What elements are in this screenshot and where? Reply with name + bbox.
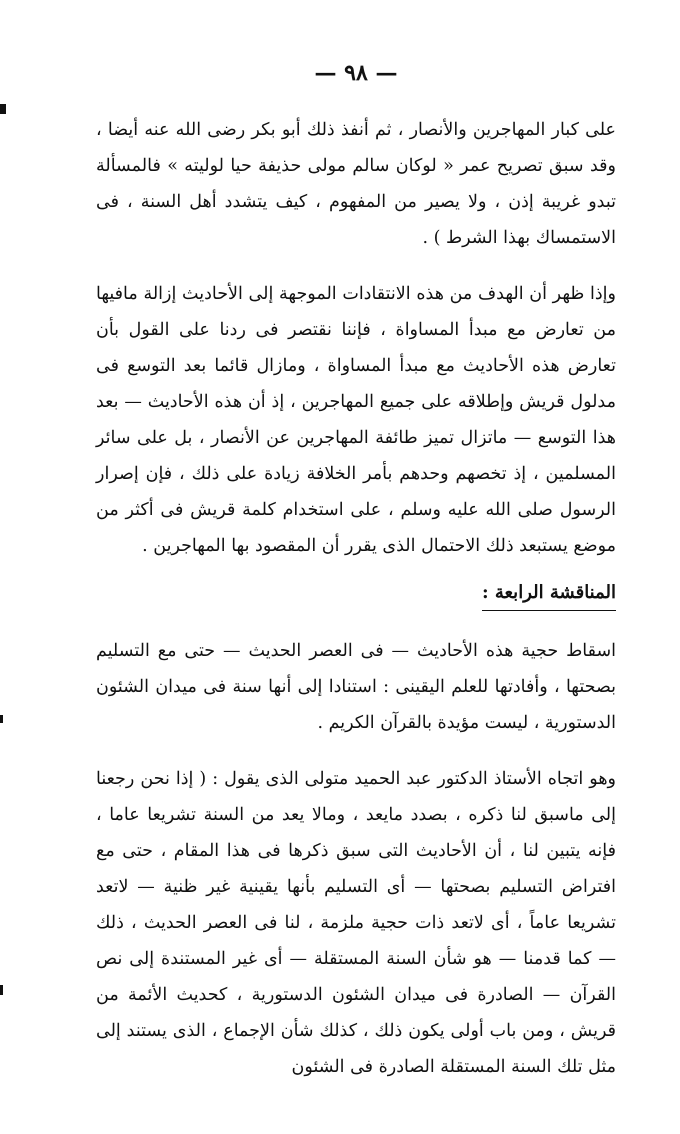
section-heading: المناقشة الرابعة : [482, 578, 616, 611]
paragraph-continuation: على كبار المهاجرين والأنصار ، ثم أنفذ ذلك أبو بكر رضى الله عنه أيضا ، وقد سبق تصريح عمر « لوكان سالم مولى حذيفة حيا لوليته » فالمسألة تبدو غريبة إذن ، ولا يصير من المفهوم ، كيف يتشدد أهل السنة ، فى الاستمساك بهذا الشرط ) . [96, 120, 616, 248]
book-page [96, 60, 616, 1085]
scan-edge-mark-middle [0, 715, 3, 723]
paragraph-criticism-response: وإذا ظهر أن الهدف من هذه الانتقادات الموجهة إلى الأحاديث إزالة مافيها من تعارض مع مبدأ المساواة ، فإننا نقتصر فى ردنا على القول بأن تعارض هذه الأحاديث مع مبدأ المساواة ، ومازال قائما بعد التوسع فى مدلول قريش وإطلاقه على جميع المهاجرين ، إذ أن هذه الأحاديث — بعد هذا التوسع — ماتزال تميز طائفة المهاجرين عن الأنصار ، بل على سائر المسلمين ، إذ تخصهم وحدهم بأمر الخلافة زيادة على ذلك ، فإن إصرار الرسول صلى الله عليه وسلم ، على استخدام كلمة قريش فى أكثر من موضع يستبعد ذلك الاحتمال الذى يقرر أن المقصود بها المهاجرين . [96, 284, 616, 556]
scan-edge-mark-bottom [0, 985, 3, 995]
paragraph-gap [96, 256, 616, 276]
section-heading-wrapper [96, 578, 616, 611]
page-number: — ٩٨ — [314, 60, 398, 86]
paragraph-gap [96, 741, 616, 761]
scan-edge-mark-top [0, 104, 6, 114]
paragraph-quotation: وهو اتجاه الأستاذ الدكتور عبد الحميد متولى الذى يقول : ( إذا نحن رجعنا إلى ماسبق لنا ذكره ، بصدد مايعد ، ومالا يعد من السنة تشريعا عاما ، فإنه يتبين لنا ، أن الأحاديث التى سبق ذكرها فى هذا المقام ، حتى مع افتراض التسليم بصحتها — أى التسليم بأنها يقينية غير ظنية — لاتعد تشريعا عاماً ، أى لاتعد ذات حجية ملزمة ، لنا فى العصر الحديث ، ذلك — كما قدمنا — هو شأن السنة المستقلة — أى غير المستندة إلى نص القرآن — الصادرة فى ميدان الشئون الدستورية ، كحديث الأئمة من قريش ، ومن باب أولى يكون ذلك ، كذلك شأن الإجماع ، الذى يستند إلى مثل تلك السنة المستقلة الصادرة فى الشئون [96, 769, 616, 1077]
paragraph-fourth-discussion: اسقاط حجية هذه الأحاديث — فى العصر الحديث — حتى مع التسليم بصحتها ، وأفادتها للعلم اليقينى : استنادا إلى أنها سنة فى ميدان الشئون الدستورية ، ليست مؤيدة بالقرآن الكريم . [96, 641, 616, 733]
